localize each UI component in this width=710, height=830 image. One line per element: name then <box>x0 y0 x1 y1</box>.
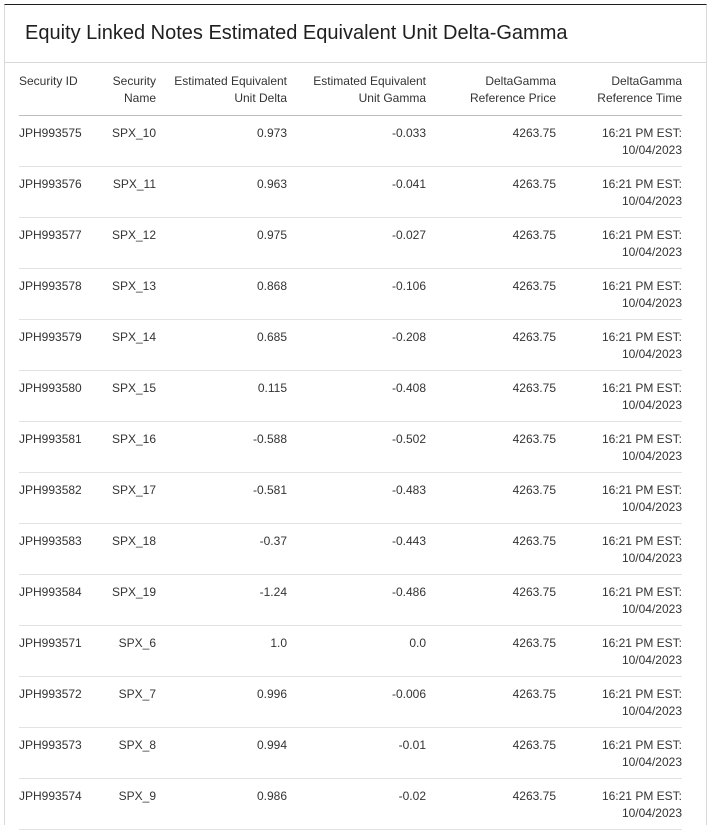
reference-time-line: 16:21 PM EST: <box>601 636 682 650</box>
reference-date-line: 10/04/2023 <box>621 551 682 565</box>
cell-reference-time <box>556 626 682 677</box>
cell-security-name: SPX_8 <box>91 728 156 779</box>
cell-security-name: SPX_11 <box>91 167 156 218</box>
cell-unit-delta: -1.24 <box>156 575 287 626</box>
reference-date-line: 10/04/2023 <box>621 653 682 667</box>
reference-time-line: 16:21 PM EST: <box>601 483 682 497</box>
cell-security-name: SPX_10 <box>91 116 156 167</box>
cell-security-id: JPH993575 <box>19 116 91 167</box>
cell-security-name: SPX_19 <box>91 575 156 626</box>
column-header-security-name: Security Name <box>91 73 156 116</box>
table-row <box>19 728 682 779</box>
cell-reference-time <box>556 728 682 779</box>
table-row <box>19 524 682 575</box>
cell-reference-time <box>556 677 682 728</box>
cell-unit-gamma: -0.408 <box>287 371 426 422</box>
reference-time-line: 16:21 PM EST: <box>601 177 682 191</box>
cell-unit-gamma: -0.033 <box>287 116 426 167</box>
cell-security-name: SPX_15 <box>91 371 156 422</box>
cell-security-name: SPX_13 <box>91 269 156 320</box>
table-row <box>19 422 682 473</box>
reference-time-line: 16:21 PM EST: <box>601 738 682 752</box>
cell-reference-time <box>556 779 682 830</box>
reference-date-line: 10/04/2023 <box>621 398 682 412</box>
cell-unit-delta: 0.975 <box>156 218 287 269</box>
cell-security-name: SPX_7 <box>91 677 156 728</box>
table-body <box>19 116 682 830</box>
table-row <box>19 371 682 422</box>
cell-unit-gamma: -0.02 <box>287 779 426 830</box>
cell-unit-gamma: -0.01 <box>287 728 426 779</box>
page-title: Equity Linked Notes Estimated Equivalent Unit Delta-Gamma <box>25 22 568 44</box>
cell-security-id: JPH993580 <box>19 371 91 422</box>
cell-security-name: SPX_17 <box>91 473 156 524</box>
cell-reference-time <box>556 269 682 320</box>
cell-reference-price: 4263.75 <box>426 218 556 269</box>
cell-unit-delta: 1.0 <box>156 626 287 677</box>
reference-date-line: 10/04/2023 <box>621 143 682 157</box>
cell-unit-gamma: 0.0 <box>287 626 426 677</box>
delta-gamma-table-container <box>19 73 682 830</box>
table-row <box>19 269 682 320</box>
cell-reference-time <box>556 167 682 218</box>
panel-header <box>5 5 706 63</box>
cell-security-id: JPH993571 <box>19 626 91 677</box>
reference-date-line: 10/04/2023 <box>621 296 682 310</box>
reference-date-line: 10/04/2023 <box>621 500 682 514</box>
reference-date-line: 10/04/2023 <box>621 449 682 463</box>
reference-time-line: 16:21 PM EST: <box>601 432 682 446</box>
delta-gamma-table <box>19 73 682 830</box>
cell-reference-time <box>556 473 682 524</box>
table-row <box>19 116 682 167</box>
cell-security-id: JPH993583 <box>19 524 91 575</box>
cell-security-name: SPX_14 <box>91 320 156 371</box>
cell-unit-delta: -0.581 <box>156 473 287 524</box>
cell-reference-time <box>556 575 682 626</box>
table-row <box>19 626 682 677</box>
table-row <box>19 779 682 830</box>
reference-time-line: 16:21 PM EST: <box>601 330 682 344</box>
cell-security-id: JPH993577 <box>19 218 91 269</box>
table-row <box>19 218 682 269</box>
cell-reference-price: 4263.75 <box>426 167 556 218</box>
reference-time-line: 16:21 PM EST: <box>601 279 682 293</box>
cell-unit-gamma: -0.041 <box>287 167 426 218</box>
cell-security-id: JPH993584 <box>19 575 91 626</box>
table-row <box>19 167 682 218</box>
cell-reference-price: 4263.75 <box>426 779 556 830</box>
cell-reference-time <box>556 116 682 167</box>
cell-unit-delta: 0.115 <box>156 371 287 422</box>
reference-date-line: 10/04/2023 <box>621 245 682 259</box>
cell-unit-delta: -0.37 <box>156 524 287 575</box>
cell-reference-time <box>556 371 682 422</box>
cell-reference-price: 4263.75 <box>426 473 556 524</box>
cell-unit-gamma: -0.502 <box>287 422 426 473</box>
cell-unit-delta: 0.994 <box>156 728 287 779</box>
column-header-security-id: Security ID <box>19 73 91 116</box>
column-header-unit-delta: Estimated Equivalent Unit Delta <box>156 73 287 116</box>
cell-reference-price: 4263.75 <box>426 371 556 422</box>
cell-security-name: SPX_18 <box>91 524 156 575</box>
reference-date-line: 10/04/2023 <box>621 194 682 208</box>
reference-time-line: 16:21 PM EST: <box>601 381 682 395</box>
cell-reference-time <box>556 422 682 473</box>
cell-security-name: SPX_12 <box>91 218 156 269</box>
cell-reference-price: 4263.75 <box>426 575 556 626</box>
cell-reference-price: 4263.75 <box>426 677 556 728</box>
reference-time-line: 16:21 PM EST: <box>601 534 682 548</box>
table-row <box>19 575 682 626</box>
reference-date-line: 10/04/2023 <box>621 704 682 718</box>
cell-reference-price: 4263.75 <box>426 422 556 473</box>
cell-reference-time <box>556 320 682 371</box>
cell-security-name: SPX_16 <box>91 422 156 473</box>
cell-unit-gamma: -0.208 <box>287 320 426 371</box>
cell-unit-delta: 0.973 <box>156 116 287 167</box>
table-row <box>19 677 682 728</box>
cell-unit-gamma: -0.443 <box>287 524 426 575</box>
cell-security-id: JPH993574 <box>19 779 91 830</box>
table-row <box>19 473 682 524</box>
cell-security-name: SPX_9 <box>91 779 156 830</box>
cell-reference-price: 4263.75 <box>426 728 556 779</box>
cell-reference-price: 4263.75 <box>426 116 556 167</box>
cell-unit-gamma: -0.006 <box>287 677 426 728</box>
table-header-row <box>19 73 682 116</box>
cell-unit-delta: 0.996 <box>156 677 287 728</box>
cell-unit-delta: 0.963 <box>156 167 287 218</box>
cell-security-id: JPH993579 <box>19 320 91 371</box>
cell-unit-delta: 0.868 <box>156 269 287 320</box>
column-header-reference-time: DeltaGamma Reference Time <box>556 73 682 116</box>
cell-unit-gamma: -0.483 <box>287 473 426 524</box>
reference-date-line: 10/04/2023 <box>621 602 682 616</box>
cell-reference-price: 4263.75 <box>426 626 556 677</box>
column-header-unit-gamma: Estimated Equivalent Unit Gamma <box>287 73 426 116</box>
cell-security-id: JPH993576 <box>19 167 91 218</box>
cell-unit-delta: 0.986 <box>156 779 287 830</box>
cell-reference-time <box>556 524 682 575</box>
cell-unit-gamma: -0.486 <box>287 575 426 626</box>
reference-time-line: 16:21 PM EST: <box>601 126 682 140</box>
reference-date-line: 10/04/2023 <box>621 806 682 820</box>
cell-reference-price: 4263.75 <box>426 524 556 575</box>
reference-time-line: 16:21 PM EST: <box>601 228 682 242</box>
cell-reference-time <box>556 218 682 269</box>
reference-date-line: 10/04/2023 <box>621 755 682 769</box>
cell-unit-delta: 0.685 <box>156 320 287 371</box>
cell-security-id: JPH993572 <box>19 677 91 728</box>
cell-security-id: JPH993581 <box>19 422 91 473</box>
cell-security-id: JPH993582 <box>19 473 91 524</box>
cell-unit-gamma: -0.027 <box>287 218 426 269</box>
cell-unit-gamma: -0.106 <box>287 269 426 320</box>
table-row <box>19 320 682 371</box>
cell-security-id: JPH993578 <box>19 269 91 320</box>
reference-date-line: 10/04/2023 <box>621 347 682 361</box>
reference-time-line: 16:21 PM EST: <box>601 789 682 803</box>
cell-reference-price: 4263.75 <box>426 269 556 320</box>
cell-reference-price: 4263.75 <box>426 320 556 371</box>
cell-security-id: JPH993573 <box>19 728 91 779</box>
reference-time-line: 16:21 PM EST: <box>601 585 682 599</box>
cell-unit-delta: -0.588 <box>156 422 287 473</box>
cell-security-name: SPX_6 <box>91 626 156 677</box>
column-header-reference-price: DeltaGamma Reference Price <box>426 73 556 116</box>
reference-time-line: 16:21 PM EST: <box>601 687 682 701</box>
